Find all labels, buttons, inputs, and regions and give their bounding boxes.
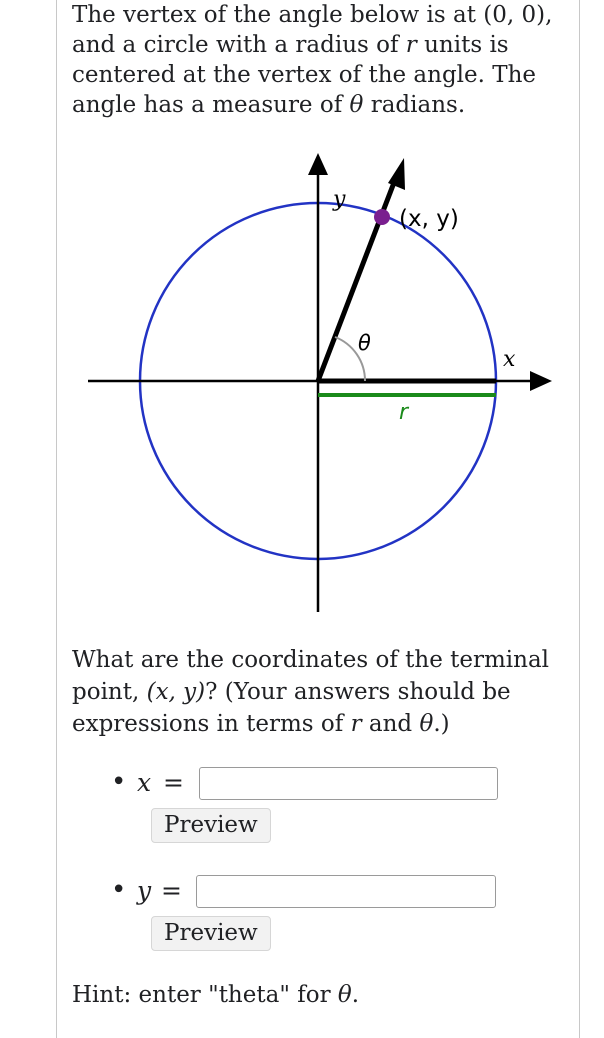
y-answer-input[interactable] [196,875,496,908]
radius-math: r [350,711,362,737]
y-variable: y [137,876,152,905]
theta-math: θ [419,711,434,737]
hint-text-part: Hint: enter "theta" for [72,982,338,1008]
x-variable: x [137,768,152,797]
list-bullet: • [111,875,127,905]
hint-text-part: . [351,982,360,1008]
equals-sign: = [163,768,184,797]
prompt-text: radians. [363,92,466,118]
prompt-text: units is centered at the vertex of the angle. The angle has a measure of [72,32,537,118]
point-label: (x, y) [399,206,459,232]
origin-math: (0, 0) [483,2,546,28]
y-axis-arrow [308,153,328,175]
question-text-part: .) [433,711,450,737]
question-text-part: ? (Your answers should be expressions in terms of [72,679,511,737]
prompt-text: The vertex of the angle below is at [72,2,484,28]
x-preview-button[interactable]: Preview [151,808,271,843]
angle-label: θ [358,331,371,355]
radius-label: r [399,400,409,425]
list-bullet: • [111,767,127,797]
terminal-point [374,209,390,225]
theta-math: θ [337,982,352,1008]
x-axis-arrow [530,371,552,391]
equals-sign: = [161,876,182,905]
point-math: (x, y) [146,679,206,705]
prompt-text: , and a circle with a radius of [72,2,553,58]
theta-math: θ [349,92,364,118]
radius-math: r [405,32,417,58]
question-text [72,644,572,740]
y-preview-button[interactable]: Preview [151,916,271,951]
x-axis-label: x [503,347,516,372]
question-text-part: What are the coordinates of the terminal point, [72,647,550,705]
hint-text [72,980,359,1010]
x-answer-input[interactable] [199,767,498,800]
y-axis-label: y [333,187,346,212]
question-text-part: and [361,711,420,737]
